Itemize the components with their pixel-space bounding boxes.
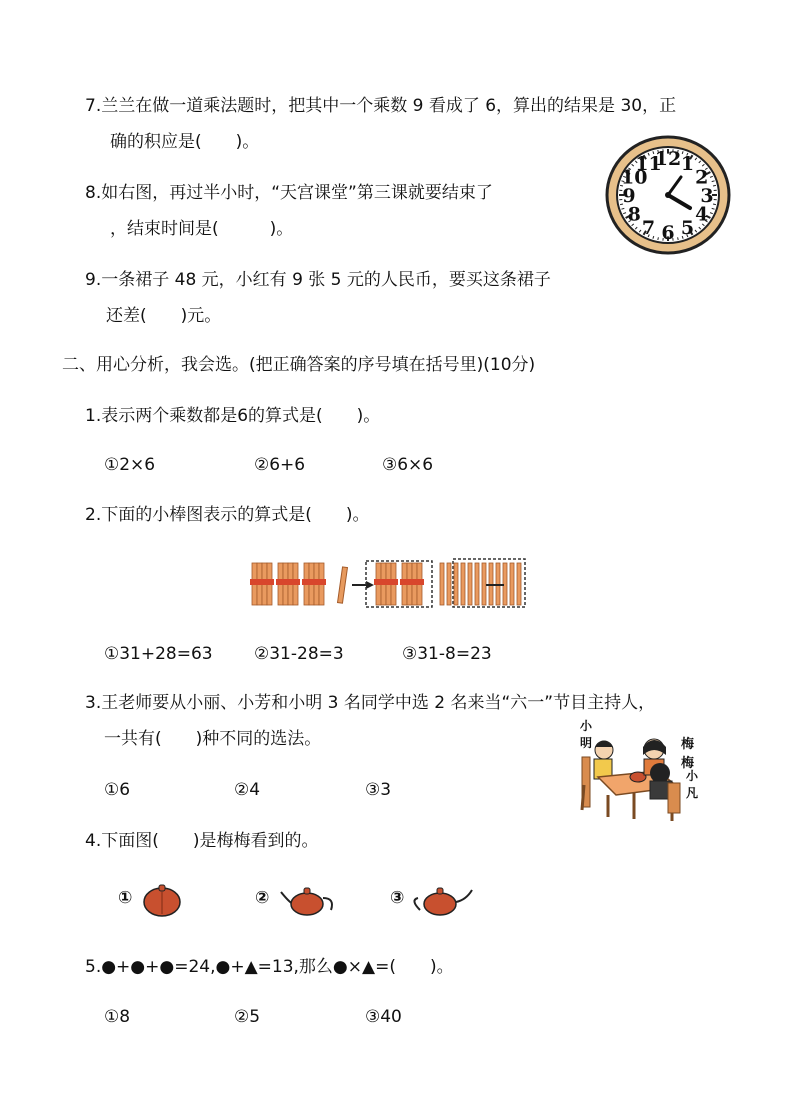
s2-q4-text: 4.下面图( )是梅梅看到的。	[85, 831, 319, 851]
s2-q5-option-2: ②5	[234, 1007, 261, 1027]
clock-number: 4	[695, 203, 709, 226]
clock-number: 9	[622, 185, 636, 207]
s2-q5-option-3: ③40	[365, 1007, 402, 1027]
single-stick	[440, 563, 444, 605]
clock-number: 10	[620, 166, 648, 189]
q7-line1: 7.兰兰在做一道乘法题时，把其中一个乘数 9 看成了 6，算出的结果是 30，正	[85, 96, 677, 116]
s2-q4-option-1-label: ①	[118, 888, 133, 908]
clock-number: 12	[654, 148, 682, 170]
stick-bundle	[302, 563, 326, 605]
s2-q3-option-3: ③3	[365, 780, 392, 800]
single-stick	[454, 563, 458, 605]
clock-number: 8	[627, 203, 641, 226]
q9-line2: 还差( )元。	[106, 306, 222, 326]
q9-line1: 9.一条裙子 48 元，小红有 9 张 5 元的人民币，要买这条裙子	[85, 270, 551, 290]
stick-bundle	[374, 563, 398, 605]
section2-heading: 二、用心分析，我会选。(把正确答案的序号填在括号里)(10分)	[62, 355, 536, 375]
single-stick	[461, 563, 465, 605]
s2-q1-text: 1.表示两个乘数都是6的算式是( )。	[85, 406, 381, 426]
s2-q3-option-2: ②4	[234, 780, 261, 800]
s2-q1-option-1: ①2×6	[104, 455, 156, 475]
single-stick	[447, 563, 451, 605]
stick-bundle	[400, 563, 424, 605]
label-xiaofan: 小凡	[686, 769, 699, 800]
sticks-figure	[248, 555, 538, 611]
clock-number: 7	[641, 217, 656, 239]
clock-number: 2	[695, 166, 709, 189]
single-stick	[475, 563, 479, 605]
teapot-side-view-icon	[412, 882, 476, 918]
clock-figure	[605, 135, 731, 255]
s2-q2-option-3: ③31-8=23	[402, 644, 492, 664]
clock-number: 5	[680, 217, 695, 239]
single-stick	[510, 563, 514, 605]
single-stick	[468, 563, 472, 605]
clock-svg	[605, 135, 731, 255]
single-stick	[482, 563, 486, 605]
clock-number: 3	[700, 185, 714, 207]
s2-q2-option-2: ②31-28=3	[254, 644, 344, 664]
clock-number: 6	[661, 222, 675, 244]
q8-line2: ，结束时间是( )。	[110, 219, 294, 239]
sticks-svg	[248, 555, 538, 611]
s2-q1-option-2: ②6+6	[254, 455, 306, 475]
s2-q5-text: 5.●+●+●=24,●+▲=13,那么●×▲=( )。	[85, 957, 454, 977]
s2-q3-line1: 3.王老师要从小丽、小芳和小明 3 名同学中选 2 名来当“六一”节目主持人，	[85, 693, 656, 713]
s2-q3-line2: 一共有( )种不同的选法。	[104, 729, 322, 749]
s2-q4-option-3-label: ③	[390, 888, 405, 908]
s2-q5-option-1: ①8	[104, 1007, 131, 1027]
clock-number: 11	[635, 153, 662, 175]
kids-svg	[578, 715, 688, 825]
clock-number: 1	[680, 153, 695, 175]
s2-q1-option-3: ③6×6	[382, 455, 434, 475]
q8-line1: 8.如右图，再过半小时，“天宫课堂”第三课就要结束了	[85, 183, 493, 203]
single-stick	[517, 563, 521, 605]
q7-line2: 确的积应是( )。	[110, 132, 260, 152]
teapot-top-view-icon	[142, 882, 186, 918]
s2-q4-option-2-label: ②	[255, 888, 270, 908]
label-meimei: 梅梅	[681, 737, 695, 771]
s2-q2-text: 2.下面的小棒图表示的算式是( )。	[85, 505, 370, 525]
teapot-side-view-icon	[277, 882, 341, 918]
stick-bundle	[276, 563, 300, 605]
s2-q2-option-1: ①31+28=63	[104, 644, 213, 664]
s2-q3-option-1: ①6	[104, 780, 131, 800]
stick-bundle	[250, 563, 274, 605]
label-xiaoming: 小明	[580, 719, 593, 750]
